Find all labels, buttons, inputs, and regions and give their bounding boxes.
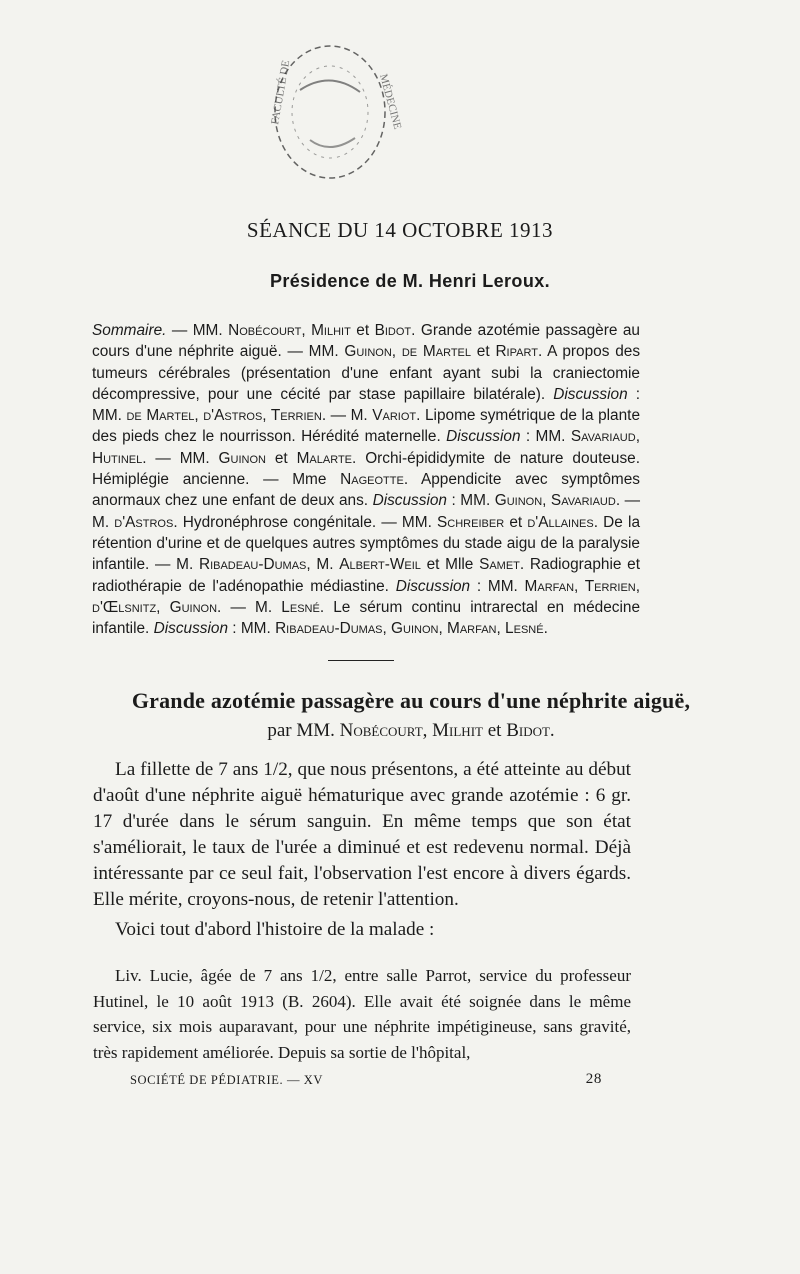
author-names: Nageotte — [340, 471, 404, 489]
author-names: Guinon, Savariaud — [494, 492, 616, 510]
text: et — [471, 343, 496, 361]
text: : MM. — [92, 385, 640, 425]
text: . Radiographie et radiothérapie de l'adénopathie médiastine. — [92, 556, 640, 595]
author-names: Guinon — [218, 449, 266, 467]
author-names: de Martel, d'Astros, Terrien — [126, 407, 322, 425]
article-body — [93, 757, 631, 943]
text: : MM. — [447, 492, 495, 510]
case-paragraph: Liv. Lucie, âgée de 7 ans 1/2, entre salle Parrot, service du professeur Hutinel, le 10 août 1913 (B. 2604). Elle avait été soignée dans le même service, six mois auparavant, pour une néphrite impétigineuse, sans gravité, très rapidement améliorée. Depuis sa sortie de l'hôpital, — [93, 966, 631, 1062]
author-names: Bidot — [374, 322, 412, 339]
author-names: Samet — [479, 556, 520, 574]
author-names: Malarte — [296, 449, 353, 467]
text: . Lipome symétrique de la plante des pieds chez le nourrisson. Hérédité maternelle. — [92, 407, 641, 446]
text: et — [265, 449, 297, 467]
author-names: Nobécourt, Milhit — [339, 720, 483, 741]
page-number: 28 — [585, 1071, 602, 1087]
article-authors — [0, 720, 800, 742]
author-names: Bidot — [506, 720, 550, 741]
text: — MM. — [166, 322, 229, 339]
text: . Le sérum continu intrarectal en médecine infantile. — [92, 598, 641, 638]
text: : MM. — [520, 428, 571, 446]
text: . A propos des tumeurs cérébrales (présentation d'une enfant ayant subi la craniectomie décompressive, pour une cécité par stase papillaire bilatérale). — [92, 343, 641, 403]
author-names: d'Astros — [114, 513, 174, 531]
section-divider — [328, 660, 394, 661]
author-names: Schreiber — [437, 513, 505, 531]
text: et — [504, 513, 528, 531]
author-names: Ribadeau-Dumas — [198, 556, 307, 574]
author-names: Lesné — [281, 598, 320, 616]
body-paragraph: La fillette de 7 ans 1/2, que nous présentons, a été atteinte au début d'août d'une néphrite aiguë hématurique avec grande azotémie : 6 gr. 17 d'urée dans le sérum sanguin. En même temps que son état s'améliorait, le taux de l'urée a diminué et est redevenu normal. Déjà intéressante par ce seul fait, l'observation l'est encore à divers égards. Elle mérite, croyons-nous, de retenir l'attention. — [93, 759, 631, 910]
author-names: Nobécourt, Milhit — [228, 322, 351, 339]
discussion-label: Discussion — [372, 492, 447, 510]
text: . Hydronéphrose congénitale. — MM. — [173, 513, 438, 531]
page-footer — [130, 1073, 602, 1088]
text: : MM. — [470, 577, 525, 595]
text: . — M. — [92, 492, 640, 531]
library-stamp — [260, 30, 404, 190]
discussion-label: Discussion — [395, 577, 471, 595]
sommaire-block — [92, 320, 640, 639]
author-names: Albert-Weil — [339, 556, 421, 574]
text: . — [549, 720, 555, 741]
sommaire-label: Sommaire. — [92, 322, 167, 339]
text: et Mlle — [420, 556, 480, 574]
case-history — [93, 963, 631, 1065]
sommaire-paragraph — [92, 320, 640, 639]
svg-text:FACULTÉ DE: FACULTÉ DE — [269, 59, 293, 126]
article-title: Grande azotémie passagère au cours d'une néphrite aiguë, — [131, 688, 691, 713]
author-names: Guinon, de Martel — [344, 343, 472, 361]
seance-title: SÉANCE DU 14 OCTOBRE 1913 — [246, 218, 554, 242]
text: . — MM. — [142, 449, 219, 467]
text: . — [543, 620, 548, 638]
text: . Grande azotémie passagère au cours d'une néphrite aiguë. — MM. — [92, 322, 640, 361]
author-names: Ribadeau-Dumas, Guinon, Marfan, Lesné — [275, 620, 544, 638]
body-paragraph: Voici tout d'abord l'histoire de la malade : — [115, 919, 435, 940]
author-names: Savariaud, Hutinel — [92, 428, 640, 467]
text: . Orchi-épididymite de nature douteuse. Hémiplégie ancienne. — Mme — [92, 449, 640, 489]
text: , M. — [306, 556, 340, 574]
text: par MM. — [267, 720, 340, 741]
text: . Appendicite avec symptômes anormaux chez une enfant de deux ans. — [92, 471, 640, 510]
svg-text:MÉDECINE: MÉDECINE — [377, 72, 404, 131]
author-names: Ripart — [495, 343, 538, 361]
text: . — M. — [217, 598, 282, 616]
text: . De la rétention d'urine et de quelques autres symptômes du stade aigu de la paralysie infantile. — M. — [92, 513, 641, 574]
discussion-label: Discussion — [153, 620, 229, 638]
author-names: d'Allaines — [527, 513, 594, 531]
text: : MM. — [228, 620, 276, 638]
author-names: Variot — [372, 407, 417, 425]
discussion-label: Discussion — [553, 385, 628, 403]
author-names: Marfan, Terrien, d'Œlsnitz, Guinon — [92, 577, 640, 616]
text: . — M. — [321, 407, 373, 425]
discussion-label: Discussion — [446, 428, 521, 446]
text: et — [482, 720, 507, 741]
presidence-line: Présidence de M. Henri Leroux. — [269, 271, 551, 291]
text: et — [350, 322, 375, 339]
stamp-seal-icon — [260, 30, 404, 190]
journal-name: SOCIÉTÉ DE PÉDIATRIE. — XV — [130, 1073, 324, 1087]
